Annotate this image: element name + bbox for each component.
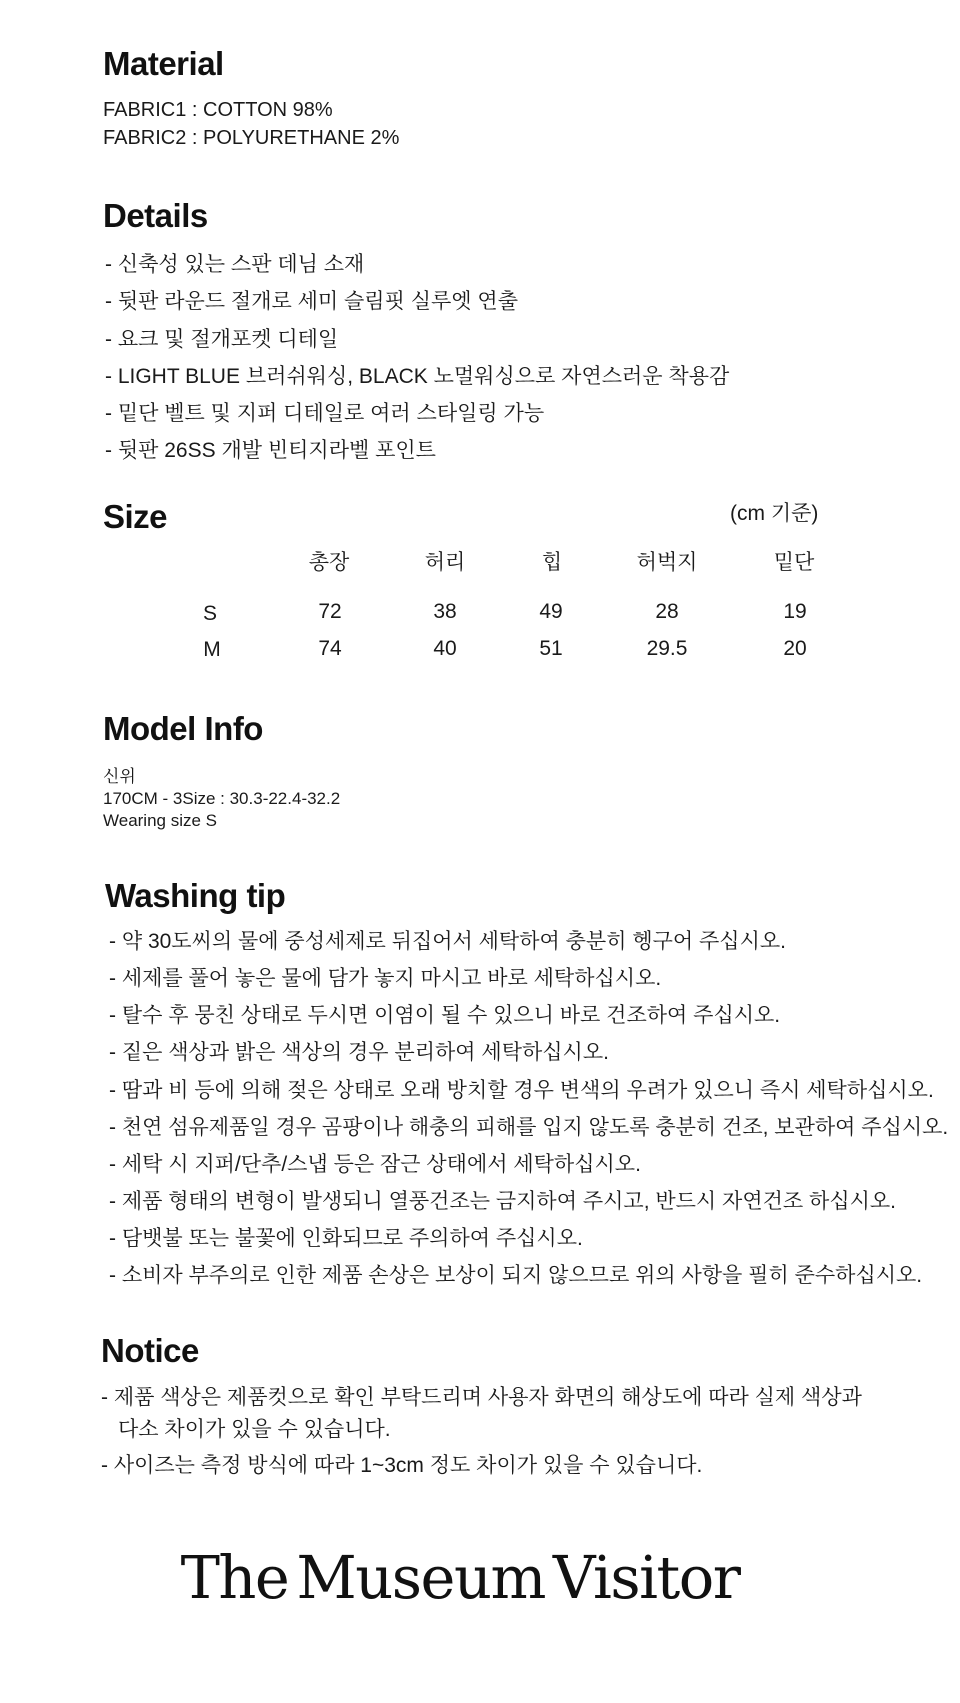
size-cell: 40 xyxy=(433,637,457,660)
washing-tip-item: - 짙은 색상과 밝은 색상의 경우 분리하여 세탁하십시오. xyxy=(109,1041,609,1064)
details-item: - 요크 및 절개포켓 디테일 xyxy=(105,328,339,351)
size-cell: 20 xyxy=(783,637,807,660)
size-column-header: 총장 xyxy=(308,551,350,574)
washing-tip-item: - 땀과 비 등에 의해 젖은 상태로 오래 방치할 경우 변색의 우려가 있으니 즉시 세탁하십시오. xyxy=(109,1079,934,1102)
brand-logo-word: Museum xyxy=(296,1543,545,1612)
size-column-header: 힙 xyxy=(541,551,563,574)
size-column-header: 허리 xyxy=(424,551,466,574)
washing-tip-item: - 소비자 부주의로 인한 제품 손상은 보상이 되지 않으므로 위의 사항을 필히 준수하십시오. xyxy=(109,1264,923,1287)
notice-item: - 제품 색상은 제품컷으로 확인 부탁드리며 사용자 화면의 해상도에 따라 실제 색상과 xyxy=(101,1386,862,1409)
brand-logo-word: The xyxy=(180,1543,289,1612)
washing-tip-item: - 천연 섬유제품일 경우 곰팡이나 해충의 피해를 입지 않도록 충분히 건조, 보관하여 주십시오. xyxy=(109,1116,949,1139)
size-row-label: M xyxy=(203,638,221,661)
size-column-header: 밑단 xyxy=(773,551,815,574)
notice-title: Notice xyxy=(101,1332,199,1369)
brand-logo-word: Visitor xyxy=(552,1543,740,1612)
size-row-label: S xyxy=(202,602,217,625)
washing-tip-item: - 약 30도씨의 물에 중성세제로 뒤집어서 세탁하여 충분히 헹구어 주십시오. xyxy=(109,930,786,953)
washing-tip-item: - 제품 형태의 변형이 발생되니 열풍건조는 금지하여 주시고, 반드시 자연건조 하십시오. xyxy=(109,1190,897,1213)
model-name: 신위 xyxy=(103,767,136,786)
washing-tip-item: - 세탁 시 지퍼/단추/스냅 등은 잠근 상태에서 세탁하십시오. xyxy=(109,1153,641,1176)
details-item: - 뒷판 라운드 절개로 세미 슬림핏 실루엣 연출 xyxy=(105,290,518,313)
washing-tip-item: - 탈수 후 뭉친 상태로 두시면 이염이 될 수 있으니 바로 건조하여 주십시오. xyxy=(109,1004,781,1027)
material-title: Material xyxy=(103,45,224,82)
material-line: FABRIC1 : COTTON 98% xyxy=(103,99,333,121)
size-cell: 19 xyxy=(783,600,807,623)
brand-logo xyxy=(0,1543,920,1612)
details-item: - 밑단 벨트 및 지퍼 디테일로 여러 스타일링 가능 xyxy=(105,402,545,425)
size-cell: 74 xyxy=(318,637,342,660)
size-title: Size xyxy=(103,498,168,535)
size-cell: 49 xyxy=(539,600,563,623)
size-cell: 29.5 xyxy=(646,637,688,660)
size-unit-note: (cm 기준) xyxy=(730,502,819,525)
washing-tip-item: - 세제를 풀어 놓은 물에 담가 놓지 마시고 바로 세탁하십시오. xyxy=(109,967,662,990)
model-measurements: 170CM - 3Size : 30.3-22.4-32.2 xyxy=(103,789,341,808)
details-item: - 신축성 있는 스판 데님 소재 xyxy=(105,253,365,276)
model-wearing-size: Wearing size S xyxy=(103,811,218,830)
size-cell: 51 xyxy=(539,637,563,660)
washing-tip-title: Washing tip xyxy=(105,877,286,914)
washing-tip-item: - 담뱃불 또는 불꽃에 인화되므로 주의하여 주십시오. xyxy=(109,1227,583,1250)
model-info-title: Model Info xyxy=(103,710,263,747)
details-item: - 뒷판 26SS 개발 빈티지라벨 포인트 xyxy=(105,439,436,462)
size-cell: 28 xyxy=(655,600,679,623)
notice-item: - 사이즈는 측정 방식에 따라 1~3cm 정도 차이가 있을 수 있습니다. xyxy=(101,1454,703,1477)
size-cell: 38 xyxy=(433,600,457,623)
size-cell: 72 xyxy=(318,600,342,623)
material-line: FABRIC2 : POLYURETHANE 2% xyxy=(103,127,400,149)
details-item: - LIGHT BLUE 브러쉬워싱, BLACK 노멀워싱으로 자연스러운 착용감 xyxy=(105,365,730,388)
notice-item-continued: 다소 차이가 있을 수 있습니다. xyxy=(118,1418,391,1441)
size-column-header: 허벅지 xyxy=(636,551,698,574)
details-title: Details xyxy=(103,197,208,234)
